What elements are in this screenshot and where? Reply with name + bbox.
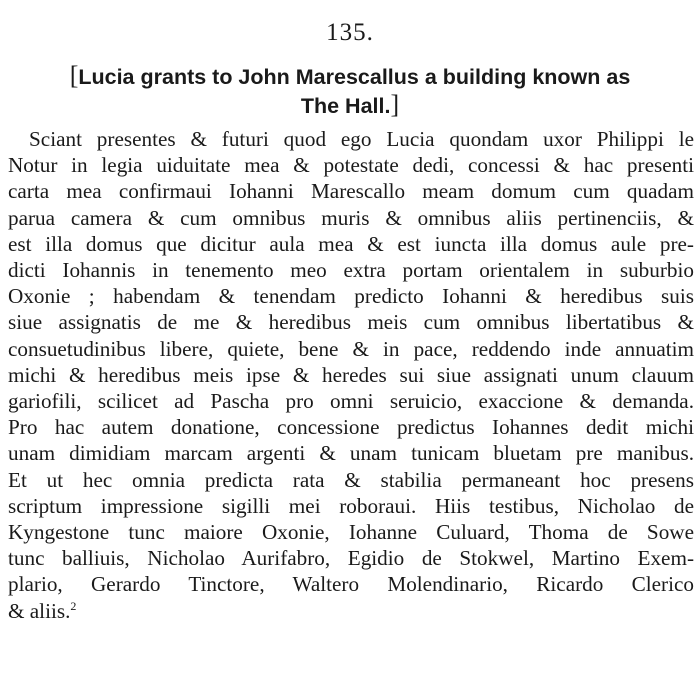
body-line-14: Et ut hec omnia predicta rata & stabilia permaneant hoc presens — [8, 467, 694, 492]
body-line-10: michi & heredibus meis ipse & heredes sui siue assignati unum clauum — [8, 362, 694, 387]
body-line-2: Notur in legia uiduitate mea & potestate dedi, concessi & hac presenti — [8, 153, 694, 178]
body-line-16: Kyngestone tunc maiore Oxonie, Iohanne Culuard, Thoma de Sowe — [8, 520, 694, 545]
body-line-13: unam dimidiam marcam argenti & unam tunicam bluetam pre manibus. — [8, 441, 694, 466]
body-line-15: scriptum impressione sigilli mei roboraui. Hiis testibus, Nicholao de — [8, 493, 694, 518]
heading-line-1 — [10, 62, 690, 91]
heading-line-2 — [10, 91, 690, 120]
heading-text-line-2: The Hall. — [300, 94, 391, 118]
charter-body — [8, 126, 694, 624]
heading-text-line-1: Lucia grants to John Marescallus a building known as — [78, 65, 631, 89]
body-line-1: Sciant presentes & futuri quod ego Lucia quondam uxor Philippi le — [29, 127, 694, 151]
body-line-19 — [8, 598, 694, 624]
heading-open-bracket: [ — [69, 61, 79, 90]
page-number: 135. — [326, 19, 374, 46]
body-line-9: consuetudinibus libere, quiete, bene & in pace, reddendo inde annuatim — [8, 336, 694, 361]
body-line-18: plario, Gerardo Tinctore, Waltero Molendinario, Ricardo Clerico — [8, 572, 694, 597]
body-line-12: Pro hac autem donatione, concessione predictus Iohannes dedit michi — [8, 415, 694, 440]
body-line-7: Oxonie ; habendam & tenendam predicto Iohanni & heredibus suis — [8, 284, 694, 309]
body-line-4: parua camera & cum omnibus muris & omnibus aliis pertinenciis, & — [8, 205, 694, 230]
body-line-3: carta mea confirmaui Iohanni Marescallo meam domum cum quadam — [8, 179, 694, 204]
body-line-17: tunc balliuis, Nicholao Aurifabro, Egidio de Stokwel, Martino Exem- — [8, 546, 694, 571]
heading-close-bracket: ] — [390, 90, 400, 119]
charter-heading — [10, 62, 690, 120]
body-line-11: gariofili, scilicet ad Pascha pro omni seruicio, exaccione & demanda. — [8, 389, 694, 414]
body-line-8: siue assignatis de me & heredibus meis cum omnibus libertatibus & — [8, 310, 694, 335]
body-line-5: est illa domus que dicitur aula mea & est iuncta illa domus aule pre- — [8, 231, 694, 256]
body-line-6: dicti Iohannis in tenemento meo extra portam orientalem in suburbio — [8, 258, 694, 283]
body-line-19-text: & aliis. — [8, 598, 71, 623]
footnote-marker: 2 — [70, 598, 77, 613]
